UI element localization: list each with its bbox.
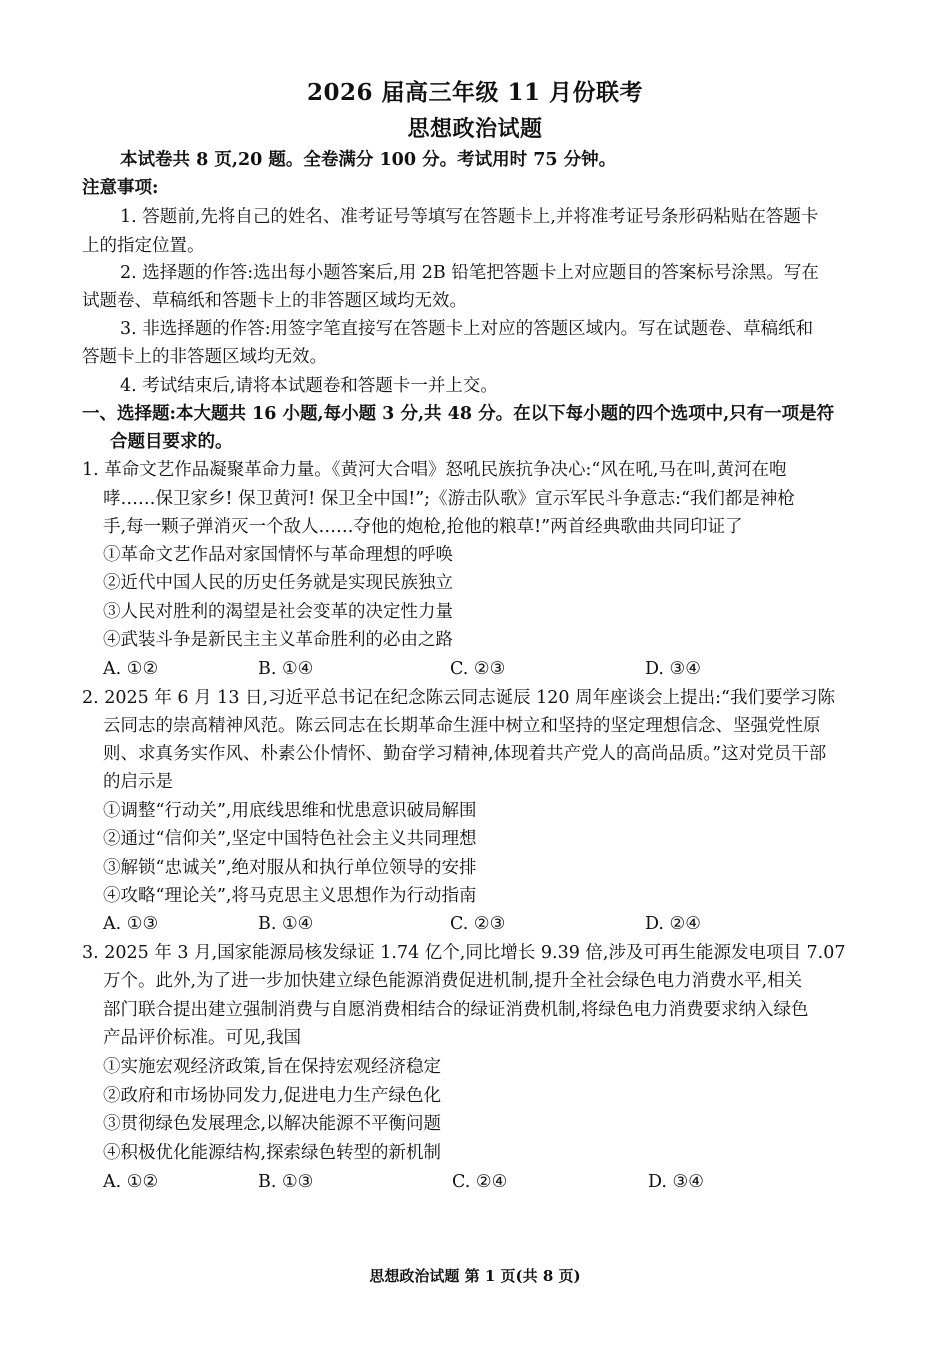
exam-summary: 本试卷共 8 页,20 题。全卷满分 100 分。考试用时 75 分钟。 xyxy=(120,150,617,170)
statement-item: ④攻略“理论关”,将马克思主义思想作为行动指南 xyxy=(103,886,477,906)
answer-option-a: A. ①③ xyxy=(103,914,159,934)
answer-option-c: C. ②③ xyxy=(450,659,506,679)
question-stem: 2. 2025 年 6 月 13 日,习近平总书记在纪念陈云同志诞辰 120 周年座谈会上提出:“我们要学习陈 xyxy=(82,688,835,708)
statement-item: ①革命文艺作品对家国情怀与革命理想的呼唤 xyxy=(103,545,453,565)
notice-line: 4. 考试结束后,请将本试题卷和答题卡一并上交。 xyxy=(120,376,498,396)
statement-item: ②近代中国人民的历史任务就是实现民族独立 xyxy=(103,573,453,593)
answer-option-c: C. ②③ xyxy=(450,914,506,934)
statement-item: ③解锁“忠诚关”,绝对服从和执行单位领导的安排 xyxy=(103,858,477,878)
notice-line: 试题卷、草稿纸和答题卡上的非答题区域均无效。 xyxy=(82,291,467,311)
question-stem: 万个。此外,为了进一步加快建立绿色能源消费促进机制,提升全社会绿色电力消费水平,相关 xyxy=(103,971,803,991)
statement-item: ②通过“信仰关”,坚定中国特色社会主义共同理想 xyxy=(103,829,477,849)
question-stem: 3. 2025 年 3 月,国家能源局核发绿证 1.74 亿个,同比增长 9.39 倍,涉及可再生能源发电项目 7.07 xyxy=(82,943,846,963)
statement-item: ④武装斗争是新民主主义革命胜利的必由之路 xyxy=(103,630,453,650)
question-stem: 则、求真务实作风、朴素公仆情怀、勤奋学习精神,体现着共产党人的高尚品质。”这对党员干部 xyxy=(103,744,827,764)
statement-item: ①实施宏观经济政策,旨在保持宏观经济稳定 xyxy=(103,1057,442,1077)
statement-item: ①调整“行动关”,用底线思维和忧患意识破局解围 xyxy=(103,801,477,821)
statement-item: ③贯彻绿色发展理念,以解决能源不平衡问题 xyxy=(103,1114,442,1134)
statement-item: ③人民对胜利的渴望是社会变革的决定性力量 xyxy=(103,602,453,622)
answer-option-d: D. ③④ xyxy=(645,659,701,679)
section-heading-cont: 合题目要求的。 xyxy=(110,432,233,452)
question-stem: 云同志的崇高精神风范。陈云同志在长期革命生涯中树立和坚持的坚定理想信念、坚强党性原 xyxy=(103,716,821,736)
question-stem: 产品评价标准。可见,我国 xyxy=(103,1028,302,1048)
question-stem: 哮……保卫家乡! 保卫黄河! 保卫全中国!”;《游击队歌》宣示军民斗争意志:“我们都是神枪 xyxy=(103,489,795,509)
answer-option-a: A. ①② xyxy=(103,1172,159,1192)
question-stem: 部门联合提出建立强制消费与自愿消费相结合的绿证消费机制,将绿色电力消费要求纳入绿色 xyxy=(103,1000,809,1020)
question-stem: 手,每一颗子弹消灭一个敌人……夺他的炮枪,抢他的粮草!”两首经典歌曲共同印证了 xyxy=(103,517,743,537)
answer-option-a: A. ①② xyxy=(103,659,159,679)
answer-option-b: B. ①③ xyxy=(258,1172,314,1192)
question-stem: 的启示是 xyxy=(103,772,173,792)
section-heading: 一、选择题:本大题共 16 小题,每小题 3 分,共 48 分。在以下每小题的四个选项中,只有一项是符 xyxy=(82,404,835,424)
notice-line: 3. 非选择题的作答:用签字笔直接写在答题卡上对应的答题区域内。写在试题卷、草稿纸和 xyxy=(120,319,814,339)
statement-item: ②政府和市场协同发力,促进电力生产绿色化 xyxy=(103,1086,442,1106)
answer-option-c: C. ②④ xyxy=(452,1172,508,1192)
answer-option-b: B. ①④ xyxy=(258,659,314,679)
notice-heading: 注意事项: xyxy=(82,178,159,198)
question-stem: 1. 革命文艺作品凝聚革命力量。《黄河大合唱》怒吼民族抗争决心:“风在吼,马在叫,黄河在咆 xyxy=(82,460,787,480)
notice-line: 上的指定位置。 xyxy=(82,236,205,256)
notice-line: 答题卡上的非答题区域均无效。 xyxy=(82,347,327,367)
exam-subject: 思想政治试题 xyxy=(407,116,543,142)
statement-item: ④积极优化能源结构,探索绿色转型的新机制 xyxy=(103,1143,442,1163)
notice-line: 2. 选择题的作答:选出每小题答案后,用 2B 铅笔把答题卡上对应题目的答案标号涂黑。写在 xyxy=(120,263,819,283)
exam-title: 2026 届高三年级 11 月份联考 xyxy=(306,79,644,106)
answer-option-d: D. ②④ xyxy=(645,914,701,934)
page-footer: 思想政治试题 第 1 页(共 8 页) xyxy=(369,1267,581,1285)
answer-option-d: D. ③④ xyxy=(648,1172,704,1192)
answer-option-b: B. ①④ xyxy=(258,914,314,934)
notice-line: 1. 答题前,先将自己的姓名、准考证号等填写在答题卡上,并将准考证号条形码粘贴在答题卡 xyxy=(120,207,819,227)
